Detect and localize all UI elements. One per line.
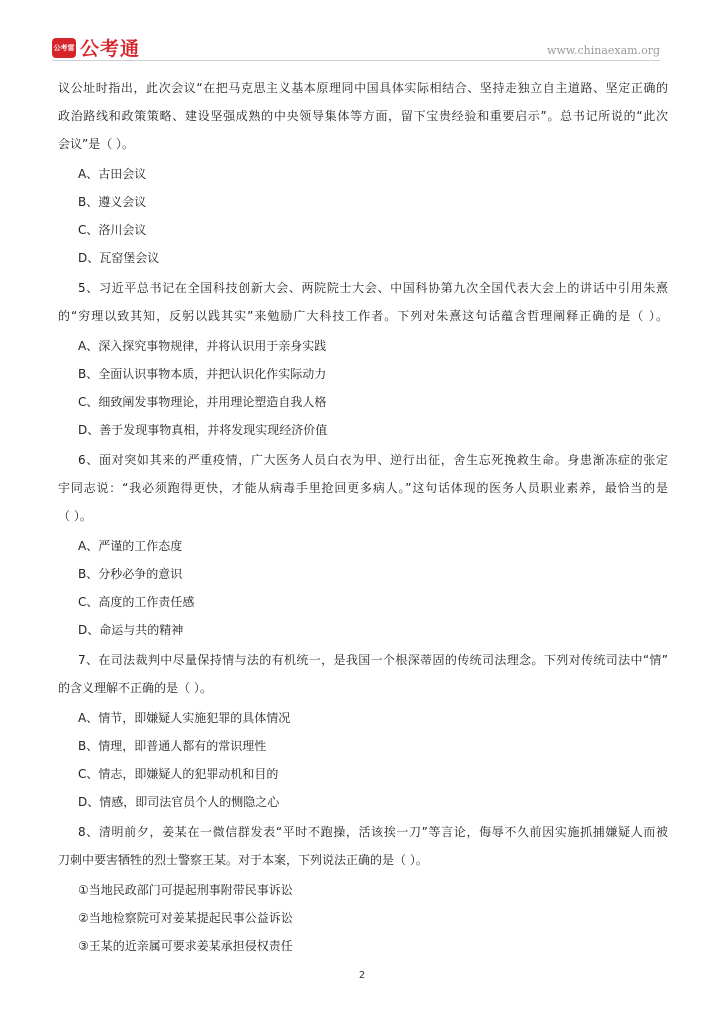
question-line: 5、习近平总书记在全国科技创新大会、两院院士大会、中国科协第九次全国代表大会上的讲话中引用朱熹 (78, 281, 668, 295)
option-b: B、情理，即普通人都有的常识理性 (78, 739, 267, 753)
header-divider (52, 60, 660, 61)
logo-text: 公考通 (80, 38, 141, 60)
option-b: B、全面认识事物本质，并把认识化作实际动力 (78, 367, 327, 381)
option-a: A、古田会议 (78, 167, 147, 181)
option-a: A、深入探究事物规律，并将认识用于亲身实践 (78, 339, 327, 353)
option-d: D、情感，即司法官员个人的恻隐之心 (78, 795, 280, 809)
question-line: （ ）。 (58, 509, 92, 523)
option-d: D、命运与共的精神 (78, 623, 184, 637)
option-d: D、瓦窑堡会议 (78, 251, 160, 265)
question-line: 政治路线和政策策略、建设坚强成熟的中央领导集体等方面，留下宝贵经验和重要启示”。总书记所说的“此次 (58, 109, 668, 123)
question-line: 的含义理解不正确的是（ ）。 (58, 681, 212, 695)
option-c: C、细致阐发事物理论，并用理论塑造自我人格 (78, 395, 327, 409)
question-line: 刀刺中要害牺牲的烈士警察王某。对于本案，下列说法正确的是（ ）。 (58, 853, 428, 867)
question-line: 宇同志说：“我必须跑得更快，才能从病毒手里抢回更多病人。”这句话体现的医务人员职业素养，最恰当的是 (58, 481, 668, 495)
logo[interactable] (52, 34, 141, 72)
question-line: 6、面对突如其来的严重疫情，广大医务人员白衣为甲、逆行出征，舍生忘死挽救生命。身患渐冻症的张定 (78, 453, 668, 467)
logo-badge-icon: 公考雷达 (52, 38, 76, 58)
statement-2: ②当地检察院可对姜某提起民事公益诉讼 (78, 911, 293, 925)
page-number: 2 (358, 970, 366, 981)
option-d: D、善于发现事物真相，并将发现实现经济价值 (78, 423, 328, 437)
question-line: 的“穷理以致其知，反躬以践其实”来勉励广大科技工作者。下列对朱熹这句话蕴含哲理阐释正确的是（ ）。 (58, 309, 668, 323)
option-a: A、严谨的工作态度 (78, 539, 183, 553)
statement-1: ①当地民政部门可提起刑事附带民事诉讼 (78, 883, 293, 897)
question-line: 7、在司法裁判中尽量保持情与法的有机统一，是我国一个根深蒂固的传统司法理念。下列对传统司法中“情” (78, 653, 668, 667)
option-a: A、情节，即嫌疑人实施犯罪的具体情况 (78, 711, 291, 725)
statement-3: ③王某的近亲属可要求姜某承担侵权责任 (78, 939, 293, 953)
question-line: 8、清明前夕，姜某在一微信群发表“平时不跑操，活该挨一刀”等言论，侮辱不久前因实施抓捕嫌疑人而被 (78, 825, 668, 839)
option-c: C、洛川会议 (78, 223, 147, 237)
site-url[interactable]: www.chinaexam.org (547, 44, 660, 57)
question-line: 会议”是（ ）。 (58, 137, 135, 151)
question-line: 议公址时指出，此次会议“在把马克思主义基本原理同中国具体实际相结合、坚持走独立自主道路、坚定正确的 (58, 81, 668, 95)
option-b: B、分秒必争的意识 (78, 567, 183, 581)
page-header (0, 0, 724, 72)
option-c: C、情志，即嫌疑人的犯罪动机和目的 (78, 767, 279, 781)
option-b: B、遵义会议 (78, 195, 147, 209)
option-c: C、高度的工作责任感 (78, 595, 195, 609)
